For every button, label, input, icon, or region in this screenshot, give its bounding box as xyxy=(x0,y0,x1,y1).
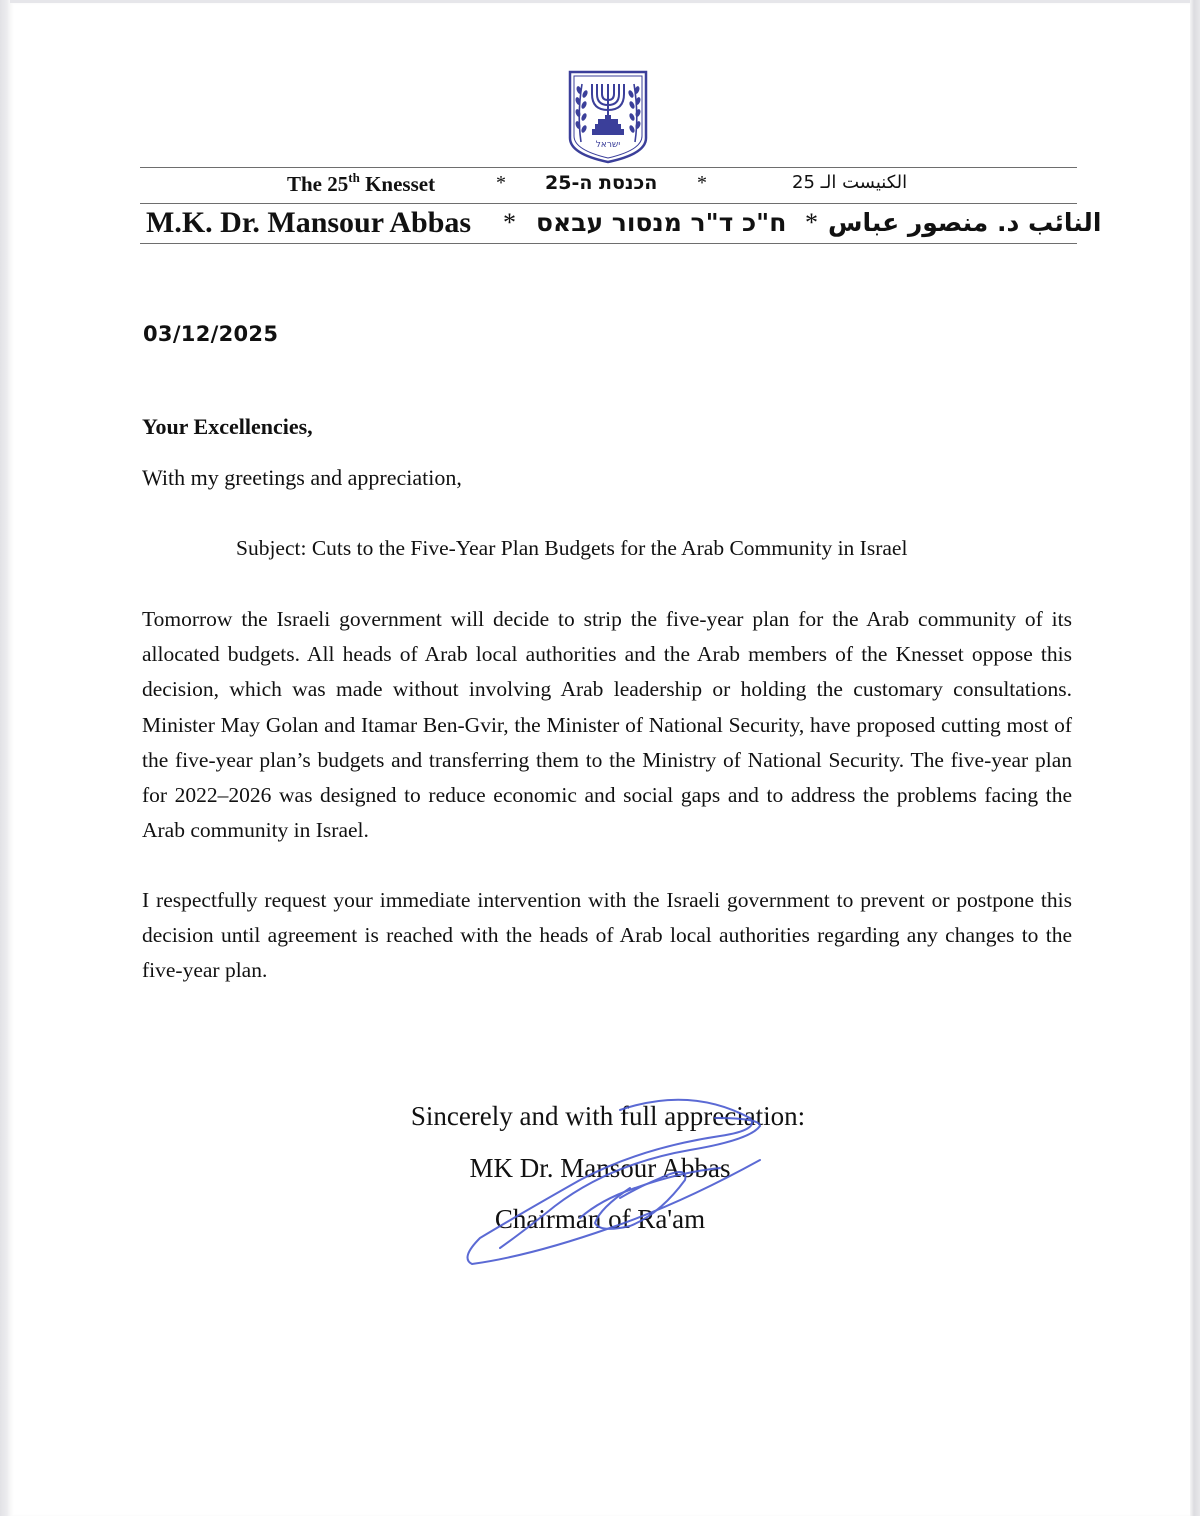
header-separator: * xyxy=(805,208,818,237)
letter-date: 03/12/2025 xyxy=(143,322,279,346)
closing-line: Sincerely and with full appreciation: xyxy=(410,1101,806,1131)
state-emblem-icon xyxy=(568,70,648,164)
header-rule-top xyxy=(140,167,1077,168)
signatory-title: Chairman of Ra'am xyxy=(494,1204,706,1234)
page-edge-right xyxy=(1190,0,1200,1516)
knesset-title-hebrew: הכנסת ה-25 xyxy=(545,172,658,194)
knesset-title-arabic: الكنيست الـ 25 xyxy=(792,172,908,193)
knesset-title-english: The 25th Knesset xyxy=(287,170,436,196)
header-separator: * xyxy=(496,172,506,194)
header-rule-bottom xyxy=(140,243,1077,244)
mk-name-hebrew: ח"כ ד"ר מנסור עבאס xyxy=(536,208,787,237)
subject-line: Subject: Cuts to the Five-Year Plan Budgets for the Arab Community in Israel xyxy=(236,536,908,560)
mk-name-arabic: النائب د. منصور عباس xyxy=(828,208,1102,237)
page-edge-left xyxy=(0,0,10,1516)
greeting: With my greetings and appreciation, xyxy=(142,465,462,490)
mk-name-english: M.K. Dr. Mansour Abbas xyxy=(146,206,472,239)
salutation: Your Excellencies, xyxy=(142,414,313,439)
header-separator: * xyxy=(697,172,707,194)
header-separator: * xyxy=(503,208,516,237)
svg-text:ישראל: ישראל xyxy=(595,140,621,150)
signatory-name: MK Dr. Mansour Abbas xyxy=(469,1153,731,1183)
body-paragraph: Tomorrow the Israeli government will decide to strip the five-year plan for the Arab community of its allocated budgets. All heads of Arab local authorities and the Arab members of the Knesset oppose this decision, which was made without involving Arab leadership or holding the customary consultations. Minister May Golan and Itamar Ben-Gvir, the Minister of National Security, have proposed cutting most of the five-year plan’s budgets and transferring them to the Ministry of National Security. The five-year plan for 2022–2026 was designed to reduce economic and social gaps and to address the problems facing the Arab community in Israel. xyxy=(142,607,1072,843)
body-paragraph: I respectfully request your immediate intervention with the Israeli government to prevent or postpone this decision until agreement is reached with the heads of Arab local authorities regarding any changes to the five-year plan. xyxy=(142,888,1072,983)
